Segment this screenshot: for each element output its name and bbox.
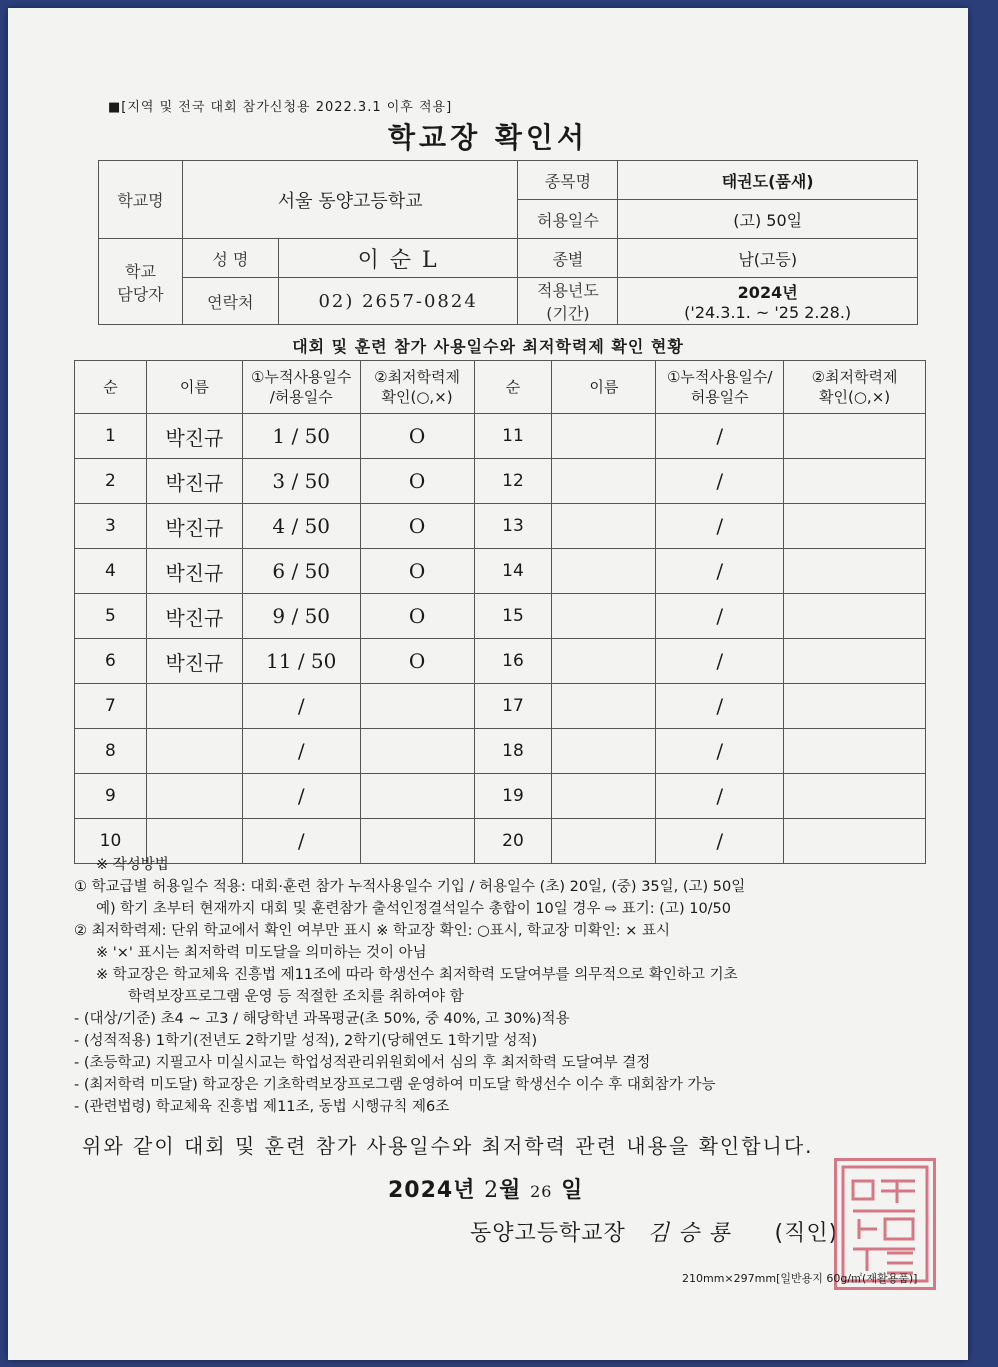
row-no: 13 [474,504,552,549]
row-name [552,549,656,594]
year-cell [618,278,918,325]
table-row [75,594,926,639]
issue-date [388,1173,583,1204]
instruction-note: ※ 학교장은 학교체육 진흥법 제11조에 따라 학생선수 최저학력 도달여부를 의무적으로 확인하고 기초 [96,967,738,983]
instruction-detail: - (성적적용) 1학기(전년도 2학기말 성적), 2학기(당해연도 1학기말 성적) [74,1033,538,1049]
row-confirm [784,504,926,549]
school-name: 서울 동양고등학교 [182,161,518,239]
col-header-usage-right-line1: ①누적사용일수/ [666,367,773,386]
principal-signature: 김 승 룡 [647,1221,731,1246]
allowed-days-label: 허용일수 [518,200,618,239]
row-no: 19 [474,774,552,819]
seal-pattern-icon [837,1161,933,1287]
instruction-detail: - (초등학교) 지필고사 미실시교는 학업성적관리위원회에서 심의 후 최저학력 도달여부 결정 [74,1055,651,1071]
row-name: 박진규 [146,594,242,639]
row-usage: 3 / 50 [242,459,360,504]
row-confirm [784,549,926,594]
row-no: 11 [474,414,552,459]
row-confirm [784,459,926,504]
col-header-no: 순 [75,361,147,414]
paper-spec-footer: 210mm×297mm[일반용지 60g/㎡(재활용품)] [682,1272,918,1285]
row-usage: / [656,459,784,504]
row-usage: 4 / 50 [242,504,360,549]
table-row [75,414,926,459]
row-usage: / [656,774,784,819]
col-header-confirm-line1: ②최저학력제 [374,367,461,386]
year-label-line1: 적용년도 [536,281,599,300]
row-usage: / [656,729,784,774]
row-name [146,774,242,819]
contact-value: 02) 2657-0824 [278,278,518,325]
row-no: 2 [75,459,147,504]
row-no: 8 [75,729,147,774]
year-label-line2: (기간) [546,304,590,323]
school-label: 학교명 [99,161,183,239]
row-usage: / [242,729,360,774]
row-name [552,639,656,684]
table-row [75,729,926,774]
row-no: 14 [474,549,552,594]
document-paper [8,8,968,1360]
row-name: 박진규 [146,414,242,459]
row-no: 18 [474,729,552,774]
row-name: 박진규 [146,549,242,594]
document-title: 학교장 확인서 [387,121,589,154]
row-usage: / [242,684,360,729]
row-no: 7 [75,684,147,729]
allowed-days-value: (고) 50일 [618,200,918,239]
row-name: 박진규 [146,504,242,549]
info-table [98,160,918,325]
period-value: ('24.3.1. ~ '25 2.28.) [684,303,852,322]
row-no: 17 [474,684,552,729]
table-row [75,459,926,504]
row-confirm [784,639,926,684]
category-value: 남(고등) [618,239,918,278]
row-name [552,504,656,549]
instruction-note: 학력보장프로그램 운영 등 적절한 조치를 취하여야 함 [128,989,464,1005]
principal-title: 동양고등학교장 [470,1221,626,1246]
row-no: 12 [474,459,552,504]
instruction-item: 예) 학기 초부터 현재까지 대회 및 훈련참가 출석인정결석일수 총합이 10일 경우 ⇨ 표기: (고) 10/50 [96,901,732,917]
row-name [552,594,656,639]
row-confirm [784,774,926,819]
col-header-no-right: 순 [474,361,552,414]
col-header-usage-line2: /허용일수 [269,388,333,406]
row-usage: / [242,819,360,864]
row-usage: / [242,774,360,819]
row-usage: / [656,414,784,459]
col-header-confirm [360,361,474,414]
date-year: 2024년 [388,1178,476,1203]
row-usage: 6 / 50 [242,549,360,594]
staff-label-line2: 담당자 [117,284,164,304]
instruction-item: ② 최저학력제: 단위 학교에서 확인 여부만 표시 ※ 학교장 확인: ○표시, 학교장 미확인: × 표시 [74,923,670,939]
year-label [518,278,618,325]
instruction-detail: - (대상/기준) 초4 ~ 고3 / 해당학년 과목평균(초 50%, 중 40%, 고 30%)적용 [74,1011,570,1027]
row-no: 3 [75,504,147,549]
row-no: 6 [75,639,147,684]
instruction-note: ※ '×' 표시는 최저학력 미도달을 의미하는 것이 아님 [96,945,427,961]
row-usage: 1 / 50 [242,414,360,459]
row-confirm [360,684,474,729]
col-header-name-right: 이름 [552,361,656,414]
col-header-usage-right [656,361,784,414]
date-day-label: 일 [561,1178,584,1203]
instructions-heading: ※ 작성방법 [96,857,169,873]
row-usage: / [656,684,784,729]
row-confirm: O [360,639,474,684]
row-usage: / [656,594,784,639]
instruction-item: ① 학교급별 허용일수 적용: 대회·훈련 참가 누적사용일수 기입 / 허용일수 (초) 20일, (중) 35일, (고) 50일 [74,879,746,895]
row-no: 5 [75,594,147,639]
row-confirm [784,594,926,639]
row-no: 10 [75,819,147,864]
principal-line [470,1216,838,1247]
table-subtitle: 대회 및 훈련 참가 사용일수와 최저학력제 확인 현황 [292,337,684,356]
row-confirm [360,729,474,774]
table-row [75,639,926,684]
header-note: ■[지역 및 전국 대회 참가신청용 2022.3.1 이후 적용] [108,100,453,115]
row-name: 박진규 [146,639,242,684]
row-usage: / [656,639,784,684]
row-name [552,684,656,729]
row-confirm: O [360,459,474,504]
row-no: 9 [75,774,147,819]
table-header-row [75,361,926,414]
row-name [552,414,656,459]
name-label: 성 명 [182,239,278,278]
category-label: 종별 [518,239,618,278]
row-confirm: O [360,594,474,639]
row-name [146,729,242,774]
col-header-usage-line1: ①누적사용일수 [251,367,352,386]
instruction-detail: - (관련법령) 학교체육 진흥법 제11조, 동법 시행규칙 제6조 [74,1099,450,1115]
date-month: 2 [484,1178,500,1203]
instruction-detail: - (최저학력 미도달) 학교장은 기초학력보장프로그램 운영하여 미도달 학생선수 이수 후 대회참가 가능 [74,1077,716,1093]
row-usage: / [656,549,784,594]
usage-table [74,360,926,864]
row-confirm [784,684,926,729]
col-header-usage-right-line2: 허용일수 [690,388,749,406]
row-name [146,684,242,729]
year-value: 2024년 [737,283,798,302]
row-no: 20 [474,819,552,864]
row-confirm: O [360,549,474,594]
row-no: 15 [474,594,552,639]
row-confirm: O [360,504,474,549]
table-row [75,684,926,729]
row-confirm [360,774,474,819]
row-name: 박진규 [146,459,242,504]
table-row [75,549,926,594]
instructions [74,854,934,1118]
row-confirm [784,414,926,459]
contact-label: 연락처 [182,278,278,325]
confirmation-statement: 위와 같이 대회 및 훈련 참가 사용일수와 최저학력 관련 내용을 확인합니다. [82,1134,814,1158]
row-no: 16 [474,639,552,684]
col-header-name: 이름 [146,361,242,414]
col-header-confirm-right-line1: ②최저학력제 [811,367,898,386]
col-header-confirm-right [784,361,926,414]
row-name [552,459,656,504]
date-month-label: 월 [499,1178,522,1203]
row-name [552,774,656,819]
row-name [552,729,656,774]
row-usage: / [656,819,784,864]
row-no: 4 [75,549,147,594]
row-usage: 9 / 50 [242,594,360,639]
col-header-confirm-line2: 확인(○,×) [381,388,453,406]
row-no: 1 [75,414,147,459]
staff-label [99,239,183,325]
row-confirm: O [360,414,474,459]
event-value: 태권도(품새) [618,161,918,200]
table-row [75,504,926,549]
name-value: 이 순 L [278,239,518,278]
col-header-confirm-right-line2: 확인(○,×) [819,388,891,406]
staff-label-line1: 학교 [124,261,156,281]
col-header-usage [242,361,360,414]
row-usage: 11 / 50 [242,639,360,684]
seal-label: (직인) [774,1221,839,1246]
row-usage: / [656,504,784,549]
event-label: 종목명 [518,161,618,200]
table-row [75,774,926,819]
row-confirm [784,729,926,774]
date-day: 26 [530,1182,553,1201]
